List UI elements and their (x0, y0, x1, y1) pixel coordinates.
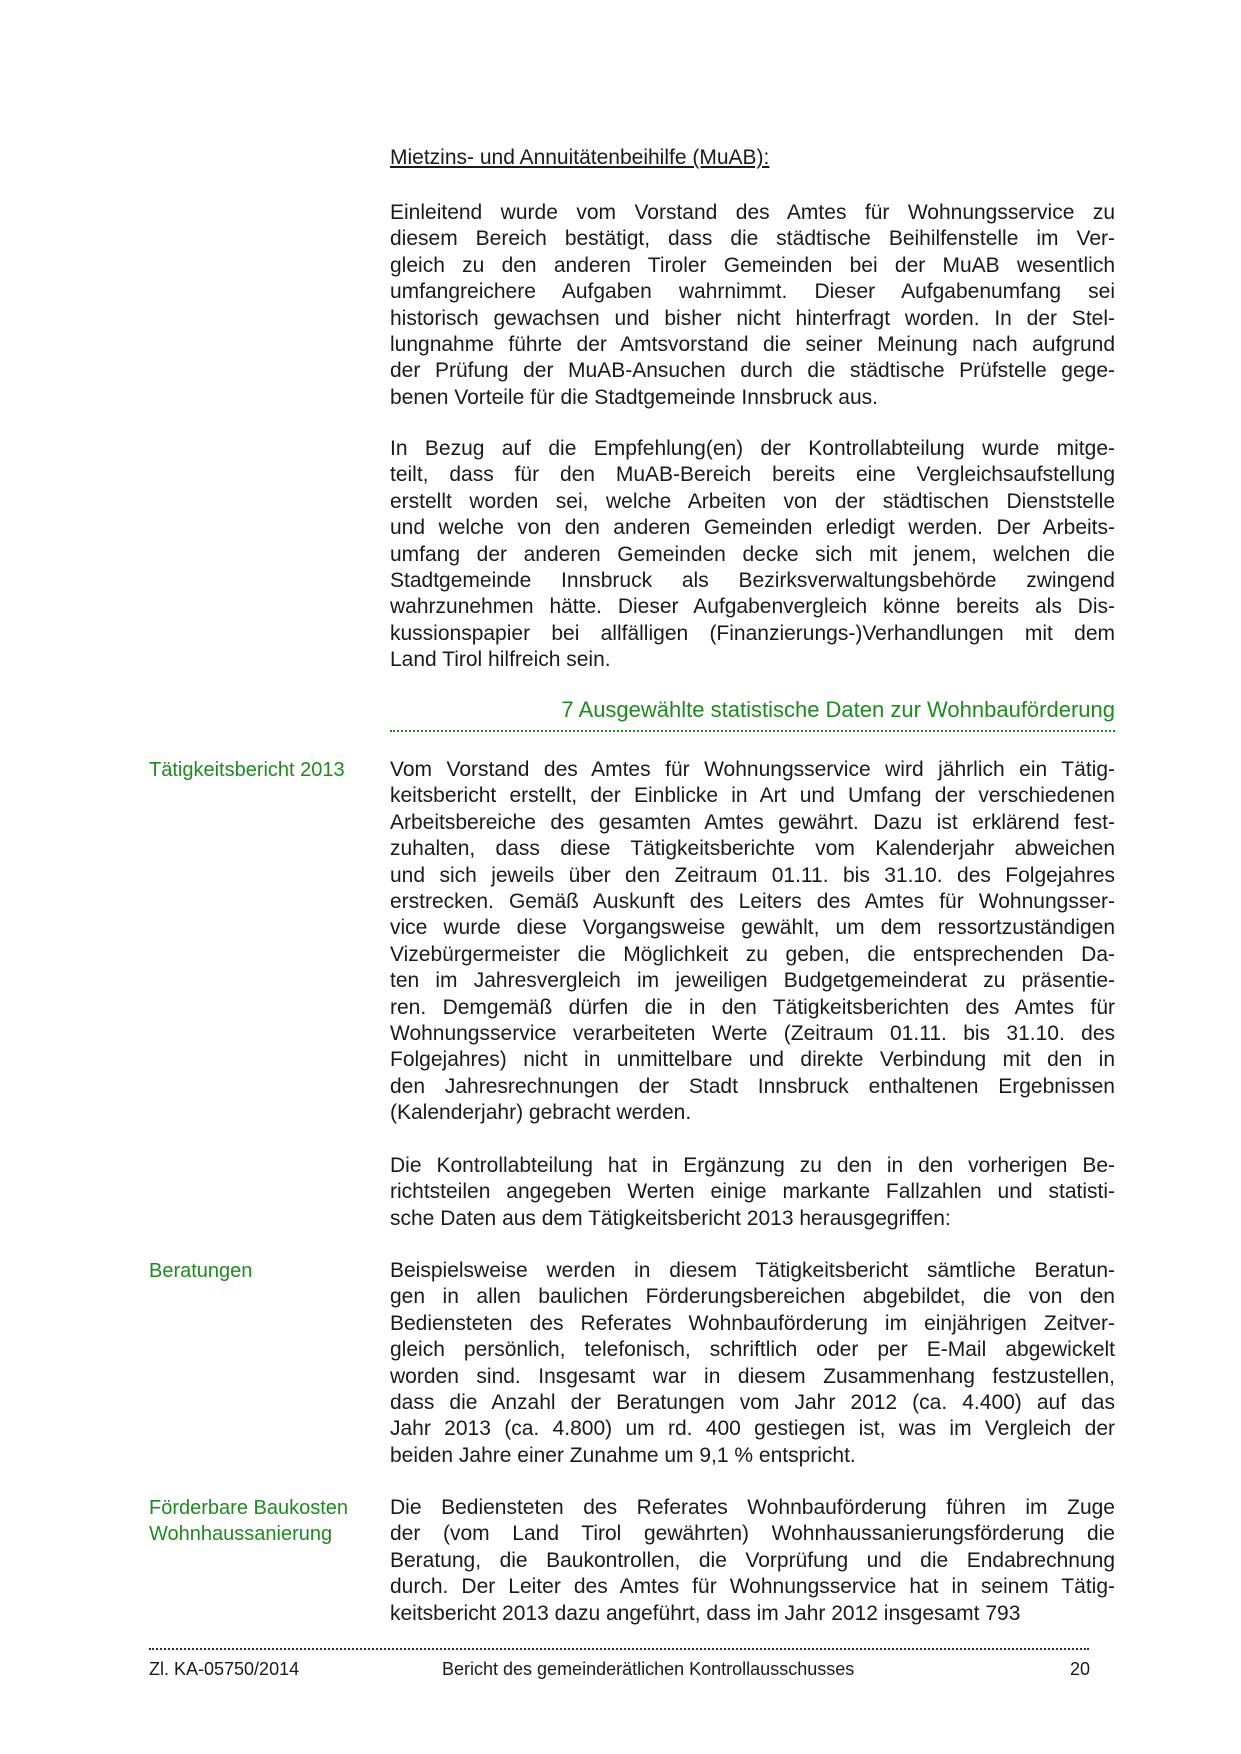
paragraph-muab-recommendation (390, 436, 1115, 674)
text-line: ren. Demgemäß dürfen die in den Tätigkeitsberichten des Amtes für (390, 995, 1115, 1019)
text-line: gleich persönlich, telefonisch, schriftlich oder per E-Mail abgewickelt (390, 1338, 1115, 1362)
text-line: zuhalten, dass diese Tätigkeitsberichte vom Kalenderjahr abweichen (390, 837, 1115, 861)
label-line: Wohnhaussanierung (149, 1523, 333, 1546)
text-line: Beispielsweise werden in diesem Tätigkeitsbericht sämtliche Beratun- (390, 1259, 1115, 1282)
paragraph-wohnhaussanierung (390, 1495, 1115, 1627)
text-line: Die Kontrollabteilung hat in Ergänzung zu den in den vorherigen Be- (390, 1154, 1115, 1177)
text-line: Bediensteten des Referates Wohnbauförderung im einjährigen Zeitver- (390, 1311, 1115, 1335)
text-line: umfangreichere Aufgaben wahrnimmt. Dieser Aufgabenumfang sei (390, 280, 1115, 304)
text-line: Arbeitsbereiche des gesamten Amtes gewährt. Dazu ist erklärend fest- (390, 810, 1115, 834)
text-line: benen Vorteile für die Stadtgemeinde Innsbruck aus. (390, 385, 878, 409)
label-line: Förderbare Baukosten (149, 1497, 349, 1519)
chapter-heading: 7 Ausgewählte statistische Daten zur Wohnbauförderung (561, 697, 1115, 722)
text-line: Wohnungsservice verarbeiteten Werte (Zeitraum 01.11. bis 31.10. des (390, 1022, 1115, 1046)
text-line: gleich zu den anderen Tiroler Gemeinden bei der MuAB wesentlich (390, 253, 1115, 277)
text-line: sche Daten aus dem Tätigkeitsbericht 2013 herausgegriffen: (390, 1206, 951, 1230)
text-line: Die Bediensteten des Referates Wohnbauförderung führen im Zuge (390, 1496, 1115, 1519)
text-line: der (vom Land Tirol gewährten) Wohnhaussanierungsförderung die (390, 1522, 1115, 1546)
page-number: 20 (1070, 1659, 1091, 1679)
text-line: In Bezug auf die Empfehlung(en) der Kontrollabteilung wurde mitge- (390, 437, 1115, 460)
text-line: kussionspapier bei allfälligen (Finanzierungs-)Verhandlungen mit dem (390, 621, 1115, 645)
text-line: Vizebürgermeister die Möglichkeit zu geben, die entsprechenden Da- (390, 942, 1115, 966)
text-line: keitsbericht 2013 dazu angeführt, dass im Jahr 2012 insgesamt 793 (390, 1601, 1021, 1625)
text-line: umfang der anderen Gemeinden decke sich mit jenem, welchen die (390, 542, 1115, 566)
text-line: der Prüfung der MuAB-Ansuchen durch die städtische Prüfstelle gege- (390, 359, 1115, 383)
text-line: den Jahresrechnungen der Stadt Innsbruck enthaltenen Ergebnissen (390, 1074, 1115, 1098)
margin-label-foerderbare-baukosten (149, 1495, 348, 1548)
text-line: Stadtgemeinde Innsbruck als Bezirksverwaltungsbehörde zwingend (390, 569, 1115, 593)
text-line: diesem Bereich bestätigt, dass die städtische Beihilfenstelle im Ver- (390, 227, 1115, 251)
section-title: Mietzins- und Annuitätenbeihilfe (MuAB): (390, 146, 770, 169)
text-line: Jahr 2013 (ca. 4.800) um rd. 400 gestiegen ist, was im Vergleich der (390, 1417, 1115, 1441)
text-line: Vom Vorstand des Amtes für Wohnungsservice wird jährlich ein Tätig- (390, 758, 1115, 781)
text-line: vice wurde diese Vorgangsweise gewählt, um dem ressortzuständigen (390, 916, 1115, 940)
text-line: Beratung, die Baukontrollen, die Vorprüfung und die Endabrechnung (390, 1548, 1115, 1572)
text-line: teilt, dass für den MuAB-Bereich bereits eine Vergleichsaufstellung (390, 463, 1115, 487)
text-line: richtsteilen angegeben Werten einige markante Fallzahlen und statisti- (390, 1180, 1115, 1204)
text-line: Land Tirol hilfreich sein. (390, 648, 611, 672)
text-line: und welche von den anderen Gemeinden erledigt werden. Der Arbeits- (390, 516, 1115, 540)
text-line: und sich jeweils über den Zeitraum 01.11. bis 31.10. des Folgejahres (390, 863, 1115, 887)
heading-divider (390, 730, 1115, 732)
paragraph-beratungen (390, 1258, 1115, 1469)
paragraph-muab-intro (390, 200, 1115, 411)
text-line: (Kalenderjahr) gebracht werden. (390, 1101, 692, 1125)
footer-divider (149, 1648, 1089, 1650)
text-line: lungnahme führte der Amtsvorstand die seiner Meinung nach aufgrund (390, 333, 1115, 357)
text-line: gen in allen baulichen Förderungsbereichen abgebildet, die von den (390, 1285, 1115, 1309)
text-line: erstrecken. Gemäß Auskunft des Leiters des Amtes für Wohnungsser- (390, 890, 1115, 914)
margin-label-taetigkeitsbericht: Tätigkeitsbericht 2013 (149, 759, 345, 781)
text-line: Folgejahres) nicht in unmittelbare und direkte Verbindung mit den in (390, 1048, 1115, 1072)
text-line: keitsbericht erstellt, der Einblicke in Art und Umfang der verschiedenen (390, 784, 1115, 808)
paragraph-taetigkeitsbericht (390, 757, 1115, 1127)
text-line: erstellt worden sei, welche Arbeiten von der städtischen Dienststelle (390, 489, 1115, 513)
text-line: wahrzunehmen hätte. Dieser Aufgabenvergleich könne bereits als Dis- (390, 595, 1115, 619)
footer-reference: Zl. KA-05750/2014 (149, 1659, 300, 1679)
text-line: ten im Jahresvergleich im jeweiligen Budgetgemeinderat zu präsentie- (390, 969, 1115, 993)
text-line: Einleitend wurde vom Vorstand des Amtes für Wohnungsservice zu (390, 201, 1115, 224)
margin-label-beratungen: Beratungen (149, 1260, 253, 1282)
text-line: dass die Anzahl der Beratungen vom Jahr 2012 (ca. 4.400) auf das (390, 1391, 1115, 1415)
footer-title: Bericht des gemeinderätlichen Kontrollausschusses (442, 1659, 855, 1679)
text-line: worden sind. Insgesamt war in diesem Zusammenhang festzustellen, (390, 1364, 1115, 1388)
paragraph-kontrollabteilung (390, 1153, 1115, 1232)
text-line: beiden Jahre einer Zunahme um 9,1 % entspricht. (390, 1443, 856, 1467)
text-line: historisch gewachsen und bisher nicht hinterfragt worden. In der Stel- (390, 306, 1115, 330)
text-line: durch. Der Leiter des Amtes für Wohnungsservice hat in seinem Tätig- (390, 1575, 1115, 1599)
